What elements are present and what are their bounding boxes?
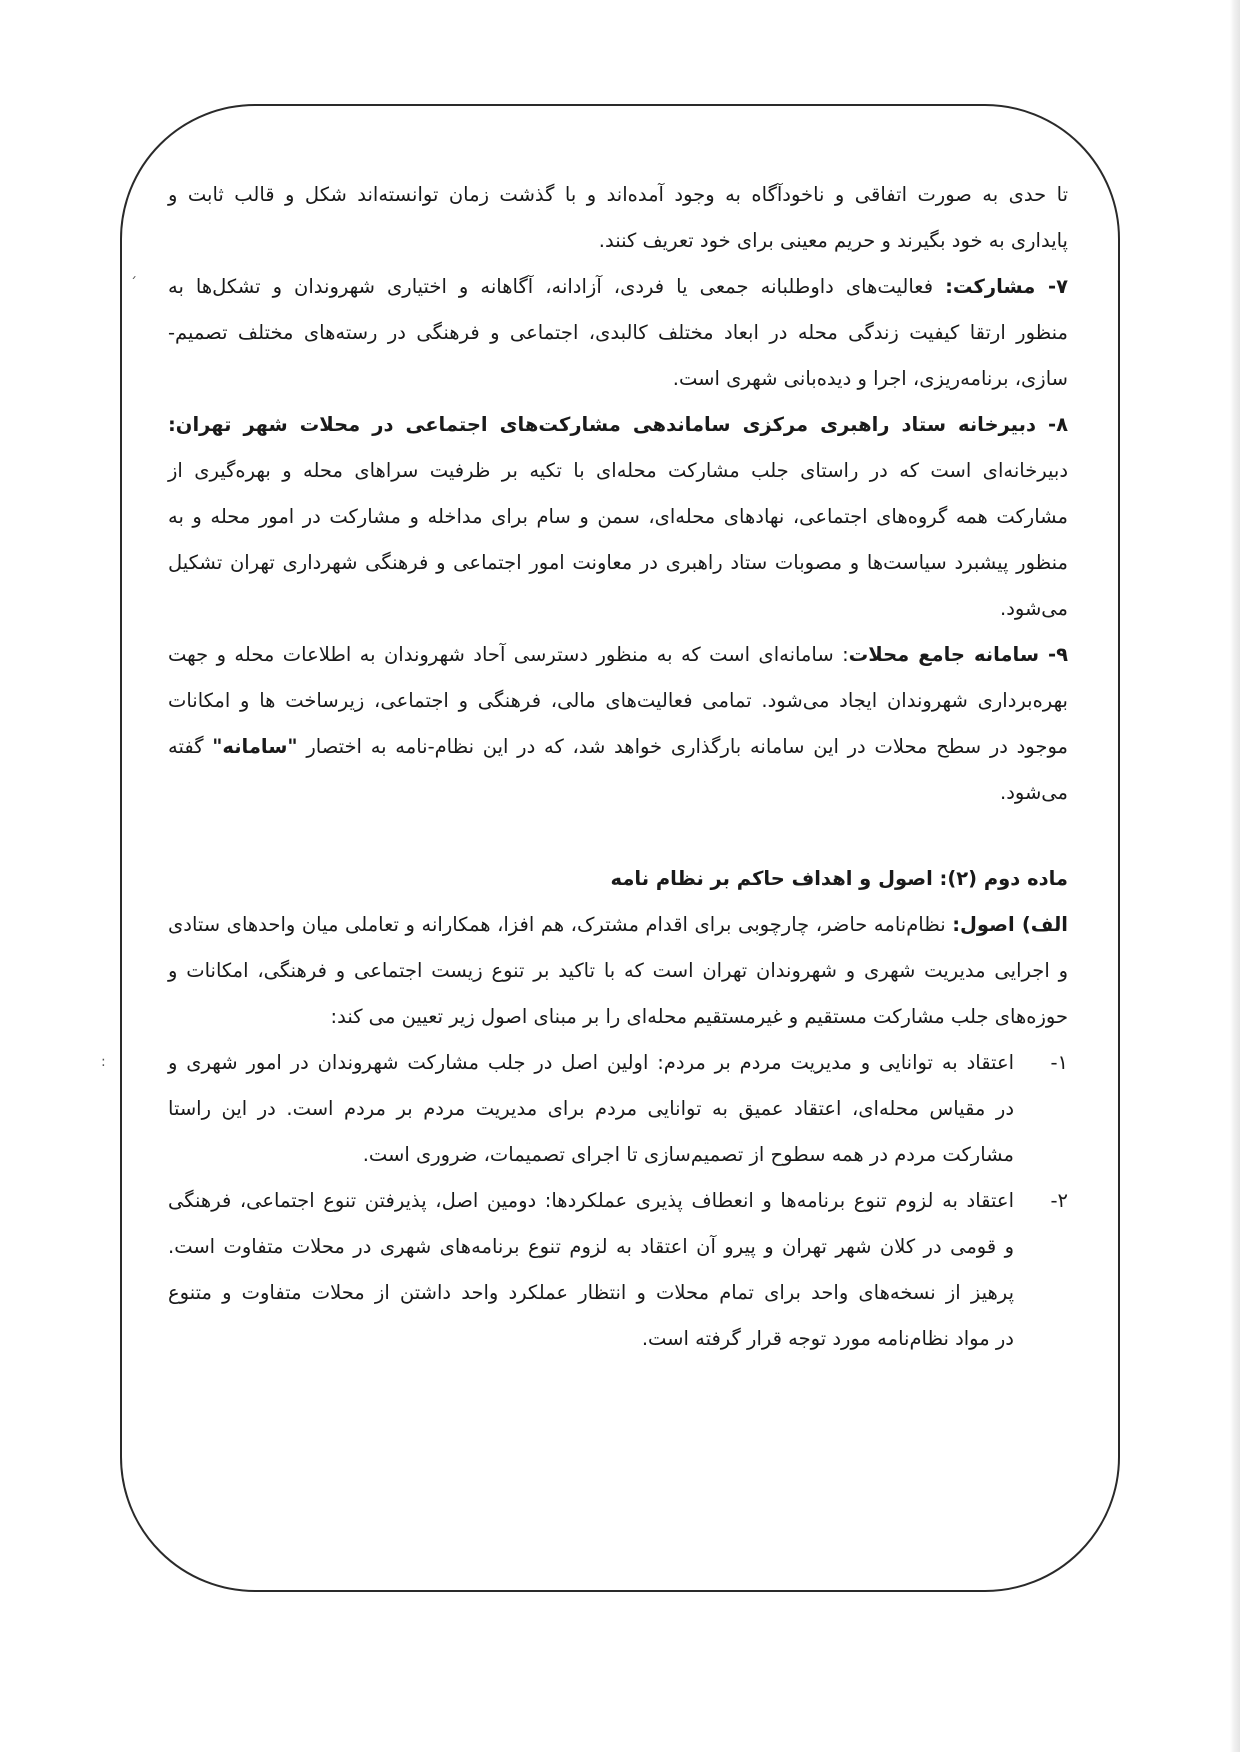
article-heading: ماده دوم (۲): اصول و اهداف حاکم بر نظام نامه	[610, 867, 1068, 890]
definition-text: موجود در سطح محلات در این سامانه بارگذاری خواهد شد، که در این نظام-نامه به اختصار	[306, 735, 1069, 758]
principles-list	[168, 1040, 1068, 1362]
definition-title	[168, 402, 1068, 448]
definition-8	[168, 402, 1068, 632]
list-item-line: مشارکت مردم در همه سطوح از تصمیم‌سازی تا اجرای تصمیمات، ضروری است.	[362, 1143, 1014, 1166]
definition-line: می‌شود.	[1000, 597, 1068, 620]
intro-paragraph	[168, 172, 1068, 264]
definition-title-text: ۸- دبیرخانه ستاد راهبری مرکزی ساماندهی مشارکت‌های اجتماعی در محلات شهر تهران:	[168, 413, 1068, 436]
intro-line: پایداری به خود بگیرند و حریم معینی برای خود تعریف کنند.	[598, 229, 1068, 252]
definition-7	[168, 264, 1068, 402]
scan-speck: :	[101, 1054, 106, 1070]
list-item-line: اعتقاد به توانایی و مدیریت مردم بر مردم: اولین اصل در جلب مشارکت شهروندان در امور شهری و	[168, 1051, 1014, 1074]
list-item-number: ۱-	[1050, 1051, 1068, 1074]
scan-speck: ´	[130, 276, 137, 292]
definition-line: منظور ارتقا کیفیت زندگی محله در ابعاد مختلف کالبدی، اجتماعی و فرهنگی در رسته‌های مختلف تصمیم-	[168, 321, 1068, 344]
definition-line	[168, 724, 1068, 770]
article-2-heading	[168, 856, 1068, 902]
list-item	[168, 1178, 1068, 1362]
document-body	[168, 172, 1068, 1362]
definition-text: گفته	[168, 735, 204, 758]
principles-title: الف) اصول:	[952, 913, 1068, 936]
principles-intro	[168, 902, 1068, 1040]
list-item-line: پرهیز از نسخه‌های واحد برای تمام محلات و انتظار عملکرد واحد داشتن از محلات متفاوت و متنوع	[168, 1281, 1014, 1304]
principles-text: نظام‌نامه حاضر، چارچوبی برای اقدام مشترک، هم افزا، همکارانه و تعاملی میان واحدهای ستادی	[168, 913, 946, 936]
definition-line: سازی، برنامه‌ریزی، اجرا و دیده‌بانی شهری است.	[672, 367, 1068, 390]
scan-page-edge	[1230, 0, 1240, 1752]
definition-text: سامانه‌ای است که به منظور دسترسی آحاد شهروندان به اطلاعات محله و جهت	[168, 643, 834, 666]
definition-line	[168, 264, 1068, 310]
principles-line: حوزه‌های جلب مشارکت مستقیم و غیرمستقیم محله‌ای را بر مبنای اصول زیر تعیین می کند:	[330, 1005, 1068, 1028]
list-item-line: در مقیاس محله‌ای، اعتقاد عمیق به توانایی مردم برای مدیریت مردم بر مردم است. در این راستا	[168, 1097, 1014, 1120]
sammaneh-term: "سامانه"	[212, 735, 298, 758]
definition-line: بهره‌برداری شهروندان ایجاد می‌شود. تمامی فعالیت‌های مالی، فرهنگی و اجتماعی، زیرساخت ها و امکانات	[168, 689, 1068, 712]
definition-title: ۹- سامانه جامع محلات	[848, 643, 1069, 666]
definition-line	[168, 632, 1068, 678]
definition-title: ۷- مشارکت:	[945, 275, 1068, 298]
principles-line: و اجرایی مدیریت شهری و شهروندان تهران است که با تاکید بر تنوع زیست اجتماعی و فرهنگی، امکانات و	[168, 959, 1068, 982]
list-item-number: ۲-	[1050, 1189, 1068, 1212]
principles-line	[168, 902, 1068, 948]
definition-text: فعالیت‌های داوطلبانه جمعی یا فردی، آزادانه، آگاهانه و اختیاری شهروندان و تشکل‌ها به	[168, 275, 934, 298]
definition-colon: :	[842, 643, 849, 666]
list-item-line: اعتقاد به لزوم تنوع برنامه‌ها و انعطاف پذیری عملکردها: دومین اصل، پذیرفتن تنوع اجتماعی، فرهنگی	[168, 1189, 1014, 1212]
intro-line: تا حدی به صورت اتفاقی و ناخودآگاه به وجود آمده‌اند و با گذشت زمان توانسته‌اند شکل و قالب ثابت و	[168, 183, 1068, 206]
definition-9	[168, 632, 1068, 816]
definition-line: مشارکت همه گروه‌های اجتماعی، نهادهای محله‌ای، سمن و سام برای مداخله و مشارکت در امور محله و به	[168, 505, 1068, 528]
definition-line: دبیرخانه‌ای است که در راستای جلب مشارکت محله‌ای با تکیه بر ظرفیت سراهای محله و بهره‌گیری از	[168, 459, 1068, 482]
list-item	[168, 1040, 1068, 1178]
definition-line: می‌شود.	[1000, 781, 1068, 804]
list-item-line: و قومی در کلان شهر تهران و پیرو آن اعتقاد به لزوم تنوع برنامه‌های شهری در محلات متفاوت است.	[168, 1235, 1014, 1258]
list-item-line: در مواد نظام‌نامه مورد توجه قرار گرفته است.	[641, 1327, 1014, 1350]
definition-line: منظور پیشبرد سیاست‌ها و مصوبات ستاد راهبری در معاونت امور اجتماعی و فرهنگی شهرداری تهران تشکیل	[168, 551, 1068, 574]
